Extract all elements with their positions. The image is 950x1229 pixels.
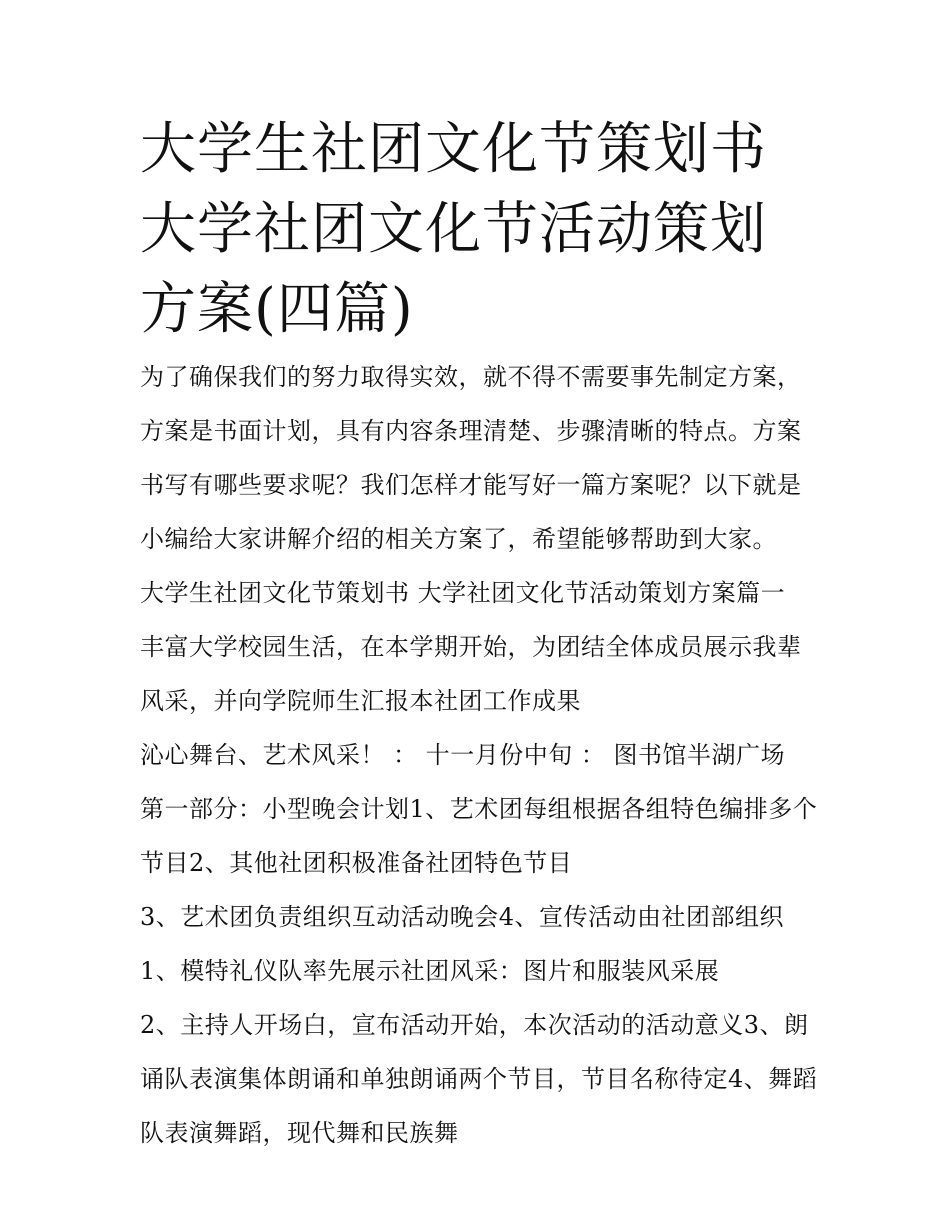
document-title: 大学生社团文化节策划书 大学社团文化节活动策划方案(四篇) bbox=[140, 117, 767, 342]
paragraph-theme-time-place: 沁心舞台、艺术风采！ ： 十一月份中旬 ： 图书馆半湖广场 bbox=[140, 741, 786, 769]
paragraph-program-2-4: 2、主持人开场白，宣布活动开始，本次活动的活动意义3、朗诵队表演集体朗诵和单独朗诵两个节目，节目名称待定4、舞蹈队表演舞蹈，现代舞和民族舞 bbox=[140, 1011, 818, 1147]
paragraph-intro: 为了确保我们的努力取得实效，就不得不需要事先制定方案，方案是书面计划，具有内容条理清楚、步骤清晰的特点。方案书写有哪些要求呢？我们怎样才能写好一篇方案呢？以下就是小编给大家讲解介绍的相关方案了，希望能够帮助到大家。 bbox=[140, 363, 802, 553]
paragraph-part-one: 第一部分：小型晚会计划1、艺术团每组根据各组特色编排多个节目2、其他社团积极准备社团特色节目 bbox=[140, 795, 818, 877]
paragraph-program-1: 1、模特礼仪队率先展示社团风采：图片和服装风采展 bbox=[140, 957, 720, 985]
paragraph-items-3-4: 3、艺术团负责组织互动活动晚会4、宣传活动由社团部组织 bbox=[140, 903, 785, 931]
document-body bbox=[140, 350, 820, 1160]
paragraph-section-heading: 大学生社团文化节策划书 大学社团文化节活动策划方案篇一 bbox=[140, 579, 786, 607]
paragraph-purpose: 丰富大学校园生活，在本学期开始，为团结全体成员展示我辈风采，并向学院师生汇报本社团工作成果 bbox=[140, 633, 802, 715]
